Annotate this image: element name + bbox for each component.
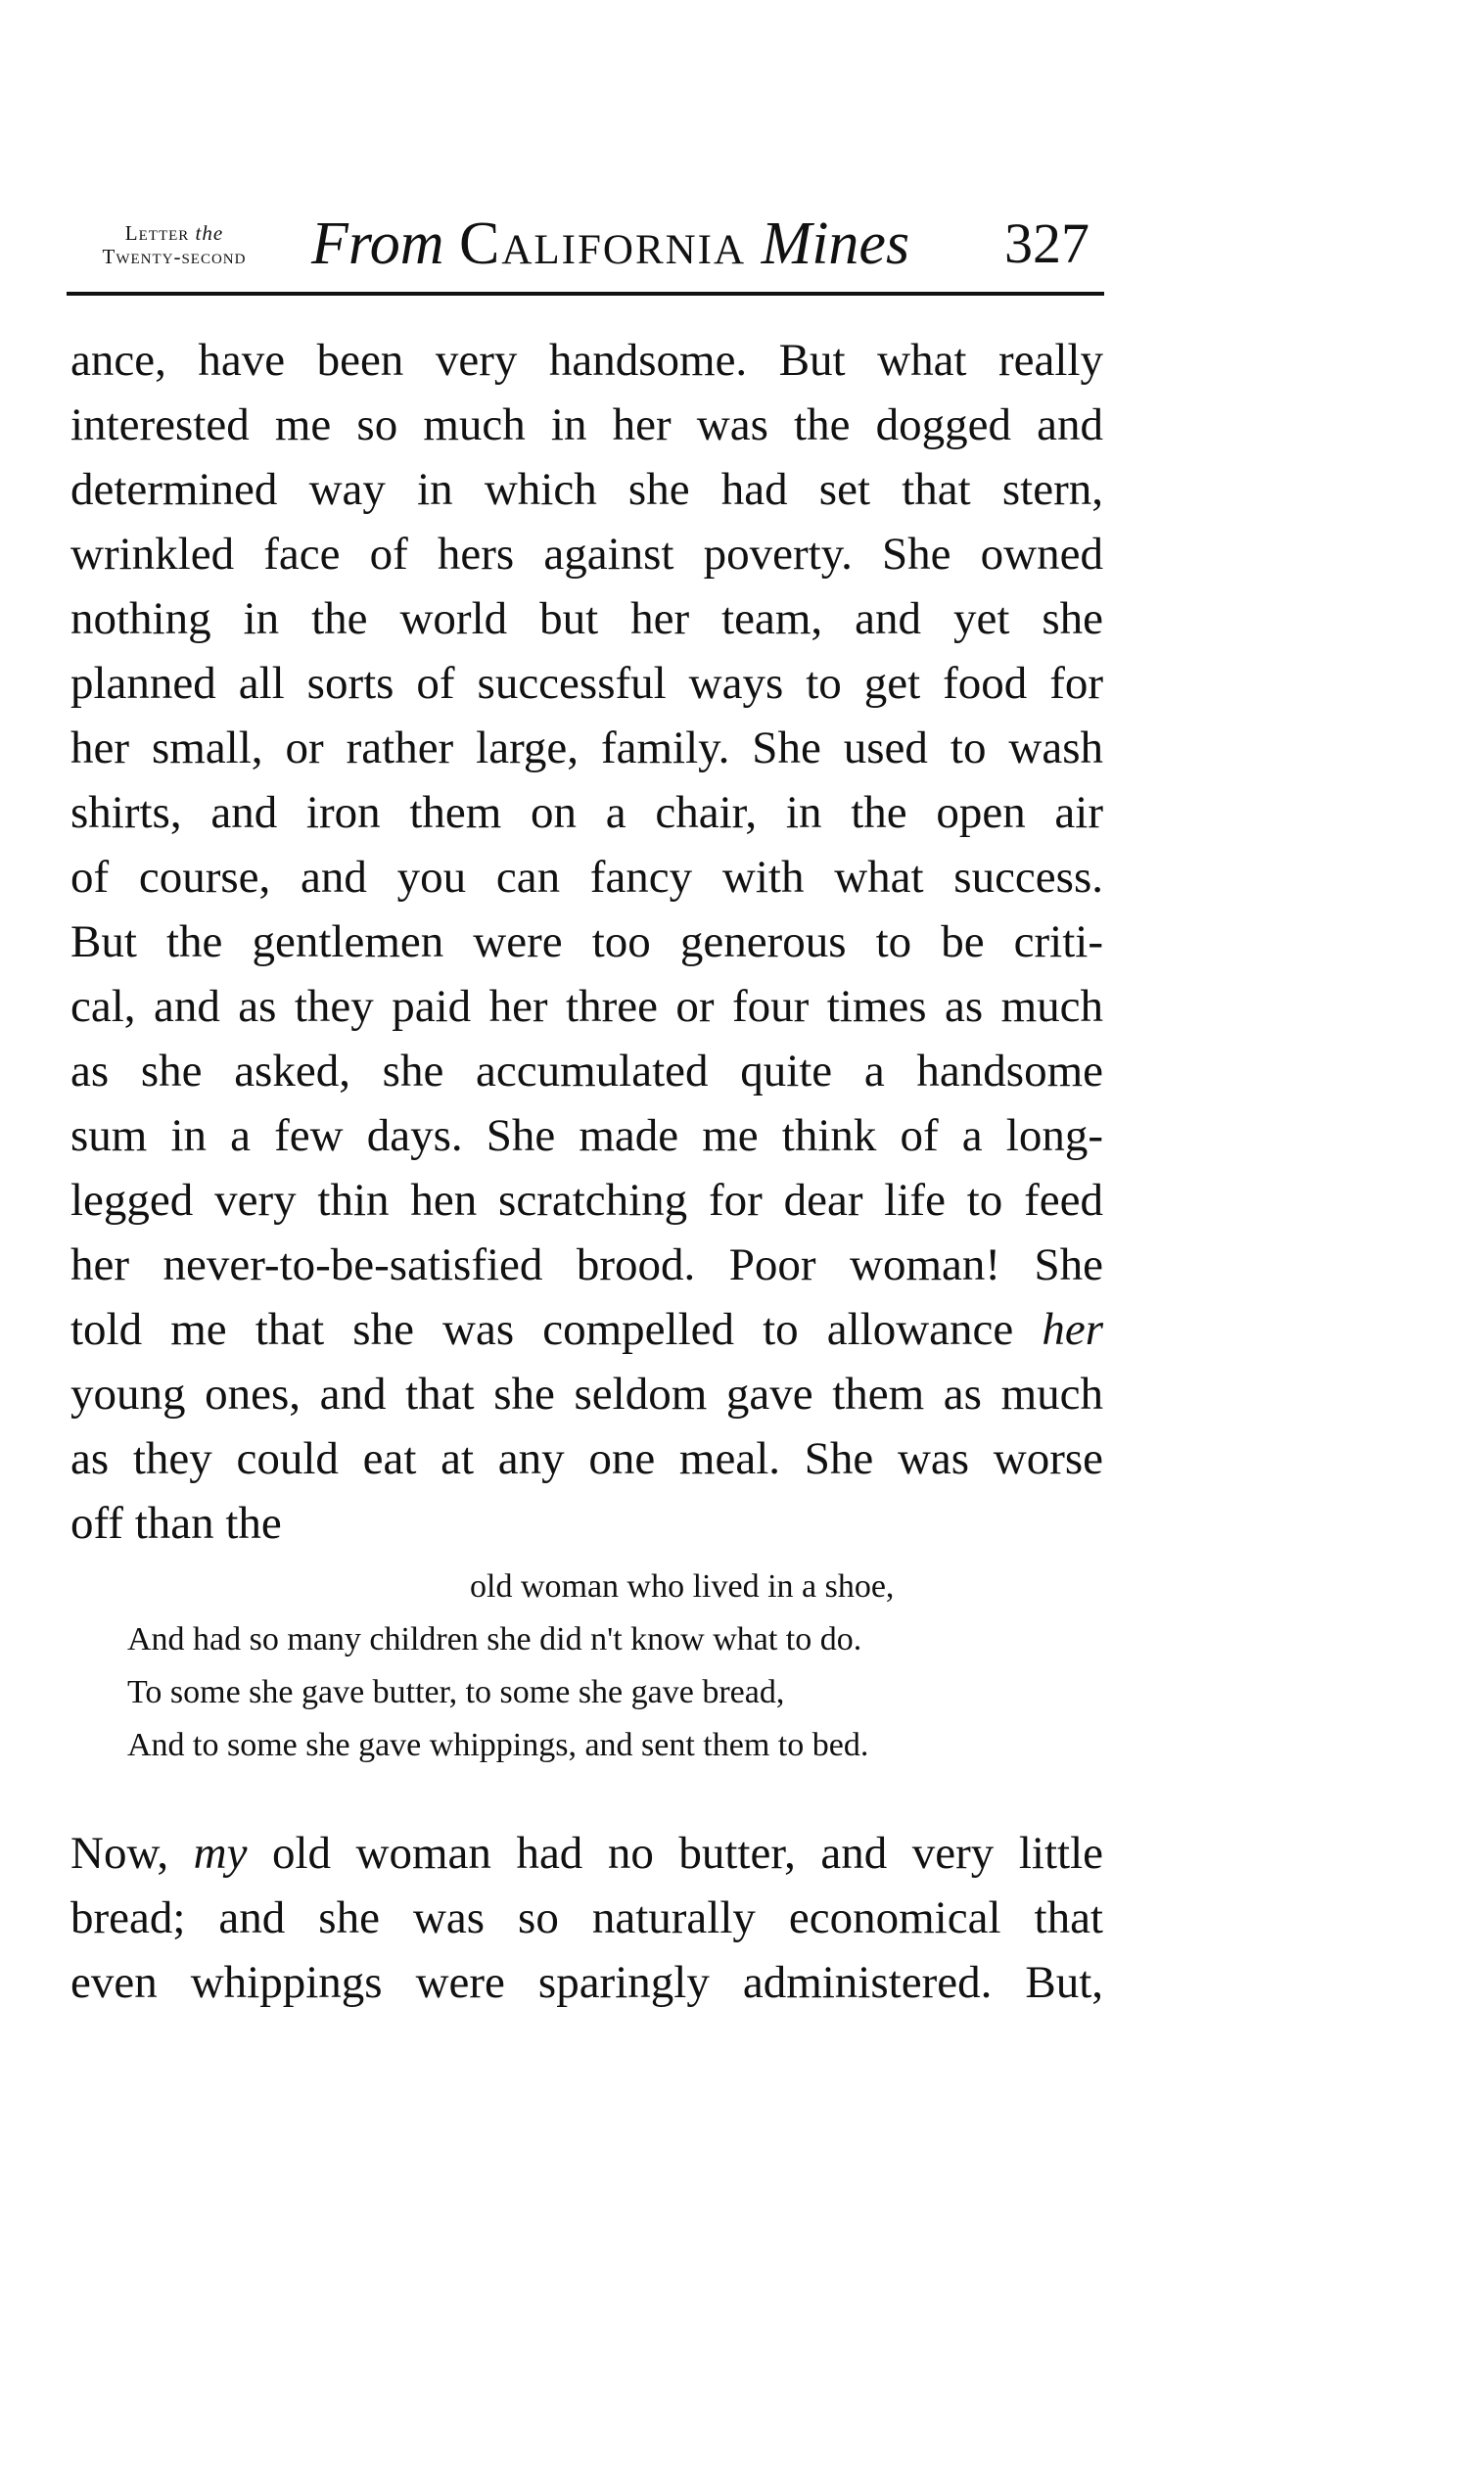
text-line: of course, and you can fancy with what success. <box>70 852 1103 903</box>
text-line: determined way in which she had set that stern, <box>70 464 1103 515</box>
text-line: bread; and she was so naturally economical that <box>70 1892 1103 1943</box>
text-line: legged very thin hen scratching for dear life to feed <box>70 1175 1103 1226</box>
text-segment: told me that she was compelled to allowance <box>70 1304 1014 1355</box>
italic-word: her <box>1042 1304 1104 1355</box>
text-line: even whippings were sparingly administered. But, <box>70 1957 1103 2008</box>
text-line: as she asked, she accumulated quite a handsome <box>70 1046 1103 1097</box>
text-line-last: off than the <box>70 1498 282 1549</box>
text-line: But the gentlemen were too generous to be criti- <box>70 916 1103 967</box>
text-line: wrinkled face of hers against poverty. She owned <box>70 529 1103 580</box>
paragraph-2 <box>70 1821 1103 2015</box>
text-line: interested me so much in her was the dogged and <box>70 399 1103 450</box>
italic-word: my <box>193 1828 248 1879</box>
letter-label <box>67 221 282 268</box>
text-line: as they could eat at any one meal. She was worse <box>70 1433 1103 1484</box>
verse-quote <box>127 1561 1106 1772</box>
running-title <box>311 210 909 278</box>
text-line: sum in a few days. She made me think of a long- <box>70 1110 1103 1161</box>
text-line: planned all sorts of successful ways to get food for <box>70 658 1103 709</box>
letter-label-line2: Twenty-second <box>102 245 247 268</box>
text-line: shirts, and iron them on a chair, in the open air <box>70 787 1103 838</box>
title-mines: Mines <box>761 210 910 277</box>
text-segment: old woman had no butter, and very little <box>271 1828 1103 1879</box>
letter-label-line1 <box>67 221 282 245</box>
verse-line: To some she gave butter, to some she gave bread, <box>127 1674 785 1710</box>
text-line-with-italic <box>70 1821 1103 1886</box>
text-line: ance, have been very handsome. But what really <box>70 335 1103 386</box>
text-line-with-italic <box>70 1297 1103 1362</box>
title-from: From <box>311 210 444 277</box>
text-line: young ones, and that she seldom gave them as much <box>70 1369 1103 1420</box>
text-line: nothing in the world but her team, and yet she <box>70 593 1103 644</box>
text-line: cal, and as they paid her three or four times as much <box>70 981 1103 1032</box>
page-number: 327 <box>1004 211 1090 275</box>
verse-line: old woman who lived in a shoe, <box>470 1568 895 1605</box>
text-line: her never-to-be-satisfied brood. Poor woman! She <box>70 1239 1103 1290</box>
title-california: California <box>458 210 747 277</box>
paragraph-1 <box>70 328 1103 1556</box>
verse-line: And to some she gave whippings, and sent them to bed. <box>127 1727 869 1763</box>
header-rule <box>67 292 1104 296</box>
letter-article: the <box>195 221 224 245</box>
verse-line: And had so many children she did n't know what to do. <box>127 1621 862 1657</box>
text-segment: Now, <box>70 1828 169 1879</box>
running-head <box>67 210 1090 278</box>
letter-word: Letter <box>124 221 190 245</box>
text-line: her small, or rather large, family. She used to wash <box>70 723 1103 773</box>
